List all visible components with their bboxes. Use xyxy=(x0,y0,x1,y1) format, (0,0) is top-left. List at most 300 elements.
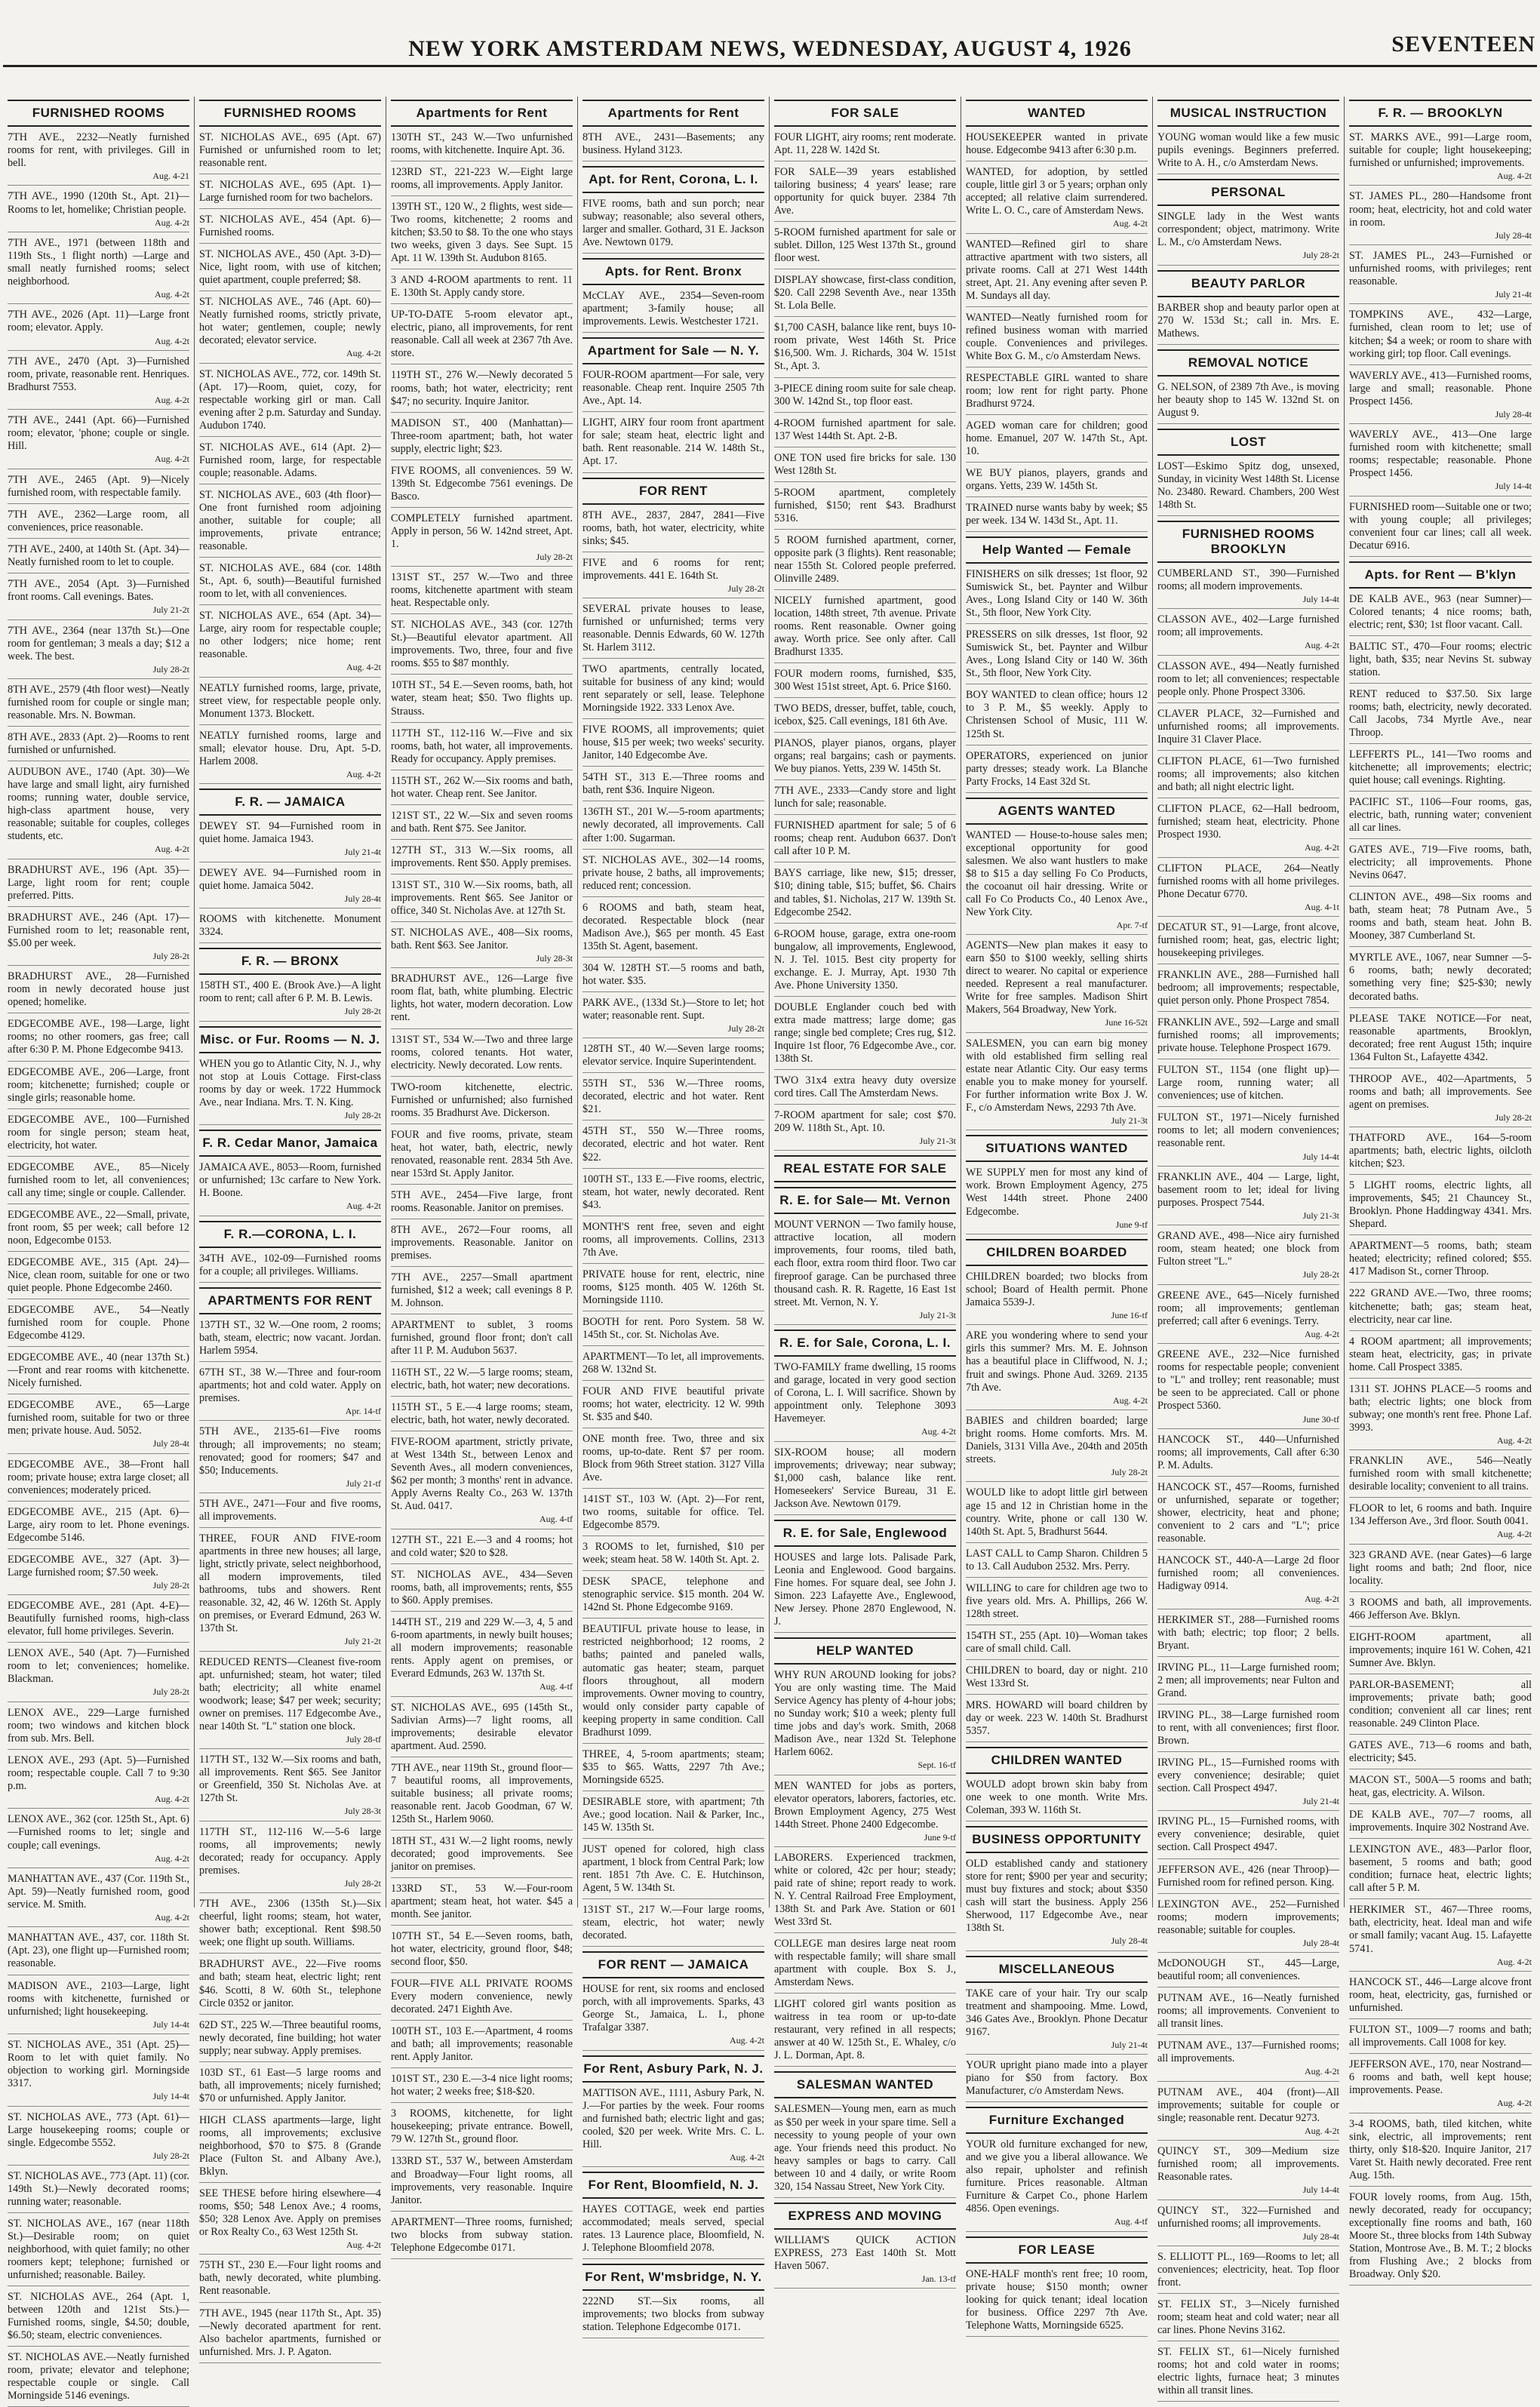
ad-text: CLIFTON PLACE, 61—Two furnished rooms; all improvements; also kitchen and bath; all night electric light. xyxy=(1157,755,1339,794)
ad-text: 5TH AVE., 2135-61—Five rooms through; all improvements; no steam; renovated; good for roomers; $47 and $50; Inducements. xyxy=(199,1425,381,1477)
section-heading: REMOVAL NOTICE xyxy=(1157,349,1339,377)
section-heading: FOR SALE xyxy=(774,100,956,127)
section-heading: R. E. for Sale— Mt. Vernon xyxy=(774,1187,956,1214)
ad-text: 75TH ST., 230 E.—Four light rooms and bath, newly decorated, white plumbing. Rent reasonable. xyxy=(199,2259,381,2298)
classified-ad xyxy=(391,571,573,614)
ad-text: HANCOCK ST., 457—Rooms, furnished or unfurnished, separate or together; shower, electricity, heat and phone; convenient to 2 cars and "L"; price reasonable. xyxy=(1157,1481,1339,1545)
classified-ad xyxy=(966,1665,1148,1695)
ad-text: DEWEY AVE. 94—Furnished room in quiet home. Jamaica 5042. xyxy=(199,866,381,892)
classified-ad xyxy=(8,2218,189,2286)
classified-ad xyxy=(774,1219,956,1325)
classified-ad xyxy=(966,1486,1148,1542)
ad-text: SINGLE lady in the West wants correspondent; object, matrimony. Write L. M., c/o Amsterdam News. xyxy=(1157,211,1339,249)
classified-ad xyxy=(582,1796,764,1839)
ad-run-date: Aug. 4-2t xyxy=(155,217,189,228)
classified-ad xyxy=(582,417,764,472)
ad-text: ONE-HALF month's rent free; 10 room, private house; $150 month; owner looking for quick tenant; ideal location for business. Office 2297 7th Ave. Telephone Watts, Morningside 6525. xyxy=(966,2267,1148,2332)
classified-ad xyxy=(199,1366,381,1421)
ad-run-date: Aug. 4-2t xyxy=(1113,218,1148,229)
ad-text: CUMBERLAND ST., 390—Furnished rooms; all modern improvements. xyxy=(1157,567,1339,592)
ad-text: FOUR modern rooms, furnished, $35, 300 West 151st street, Apt. 6. Price $160. xyxy=(774,668,956,693)
ad-text: FIVE ROOMS, all improvements; quiet house, $15 per week; two weeks' security. Janitor, 140 Edgecombe Ave. xyxy=(582,724,764,762)
ad-text: 141ST ST., 103 W. (Apt. 2)—For rent, two rooms, suitable for office. Tel. Edgecombe 8579. xyxy=(582,1493,764,1532)
classified-ad xyxy=(1157,1662,1339,1705)
ad-text: CLIFTON PLACE, 264—Neatly furnished rooms with all home privileges. Phone Decatur 6770. xyxy=(1157,862,1339,900)
ad-text: 115TH ST., 262 W.—Six rooms and bath, hot water. Cheap rent. See Janitor. xyxy=(391,774,573,800)
classified-ad xyxy=(8,731,189,761)
ad-text: 5 ROOM furnished apartment, corner, opposite park (3 flights). Rent reasonable; near 155th St. Colored people preferred. Olinville 2489. xyxy=(774,533,956,585)
ad-text: BRADHURST AVE., 246 (Apt. 17)—Furnished room to let; reasonable rent, $5.00 per week. xyxy=(8,911,189,949)
section-heading: SALESMAN WANTED xyxy=(774,2071,956,2098)
classified-ad xyxy=(199,179,381,209)
ad-text: ST. MARKS AVE., 991—Large room, suitable for couple; light housekeeping; furnished or unfurnished; improvements. xyxy=(1349,131,1532,170)
classified-ad xyxy=(582,1316,764,1346)
ad-text: HOUSES and large lots. Palisade Park, Leonia and Englewood. Good bargains. Fine homes. For square deal, see John J. Simon. 223 Lafayette Ave., Englewood, New Jersey. Phone 2870 Englewood, N. J. xyxy=(774,1551,956,1628)
classified-ad xyxy=(582,1433,764,1489)
ad-run-date: July 21-tf xyxy=(346,1477,381,1489)
ad-run-date: Aug. 4-1t xyxy=(1305,901,1339,912)
ad-text: PUTNAM AVE., 16—Neatly furnished rooms; all improvements. Convenient to all transit lines. xyxy=(1157,1992,1339,2030)
classified-ad xyxy=(391,679,573,722)
ad-run-date: July 28-2t xyxy=(152,1579,189,1591)
classified-ad xyxy=(391,309,573,364)
ad-run-date: Aug. 4-2t xyxy=(1497,1529,1532,1540)
classified-ad xyxy=(199,1058,381,1126)
ad-text: FOUR and five rooms, private, steam heat, hot water, bath, electric, newly renovated, reasonable rent. 2834 5th Ave. near 153rd St. Apply Janitor. xyxy=(391,1128,573,1179)
classified-ad xyxy=(774,819,956,862)
section-heading: SITUATIONS WANTED xyxy=(966,1135,1148,1162)
ad-text: 6-ROOM house, garage, extra one-room bungalow, all improvements, Englewood, N. J. Tel. 1015. Best city property for exchange. E. J. Murray, Apt. 1930 7th Ave. Phone University 1350. xyxy=(774,927,956,991)
ad-text: 323 GRAND AVE. (near Gates)—6 large light rooms and bath; 2nd floor, nice locality. xyxy=(1349,1548,1532,1587)
classified-ad xyxy=(391,131,573,161)
classified-ad xyxy=(966,1038,1148,1131)
ad-text: 154TH ST., 255 (Apt. 10)—Woman takes care of small child. Call. xyxy=(966,1629,1148,1655)
classified-ad xyxy=(199,1498,381,1528)
ad-text: WAVERLY AVE., 413—Furnished rooms, large and small; reasonable. Phone Prospect 1456. xyxy=(1349,369,1532,407)
classified-ad xyxy=(966,2138,1148,2232)
ad-text: EDGECOMBE AVE., 40 (near 137th St.)—Front and rear rooms with kitchenette. Nicely furnished. xyxy=(8,1351,189,1390)
ad-text: ARE you wondering where to send your girls this summer? Mrs. M. E. Johnson has a beautiful place in Cliffwood, N. J.; fruit and swings. Phone Aud. 3269. 2135 7th Ave. xyxy=(966,1330,1148,1394)
classified-ad xyxy=(1349,1679,1532,1735)
ad-text: HOUSEKEEPER wanted in private house. Edgecombe 9413 after 6:30 p.m. xyxy=(966,131,1148,157)
ad-text: HERKIMER ST., 467—Three rooms, bath, electricity, heat. Ideal man and wife or small family; vacant Aug. 15. Lafayette 5741. xyxy=(1349,1904,1532,1955)
ad-text: THREE, FOUR AND FIVE-room apartments in three new houses; all large, light, strictly private, select neighborhood, all modern improvements, tiled bathrooms, tubs and showers. Rent reasonable. 32, 42, 46 W. 126th St. Apply on premises, or Everard Edmund, 263 W. 137th St. xyxy=(199,1532,381,1635)
ad-text: 7TH AVE., 2257—Small apartment furnished, $12 a week; call evenings 8 P. M. Johnson. xyxy=(391,1271,573,1310)
ad-run-date: July 28-4t xyxy=(344,893,381,904)
ad-run-date: July 21-4t xyxy=(1111,2039,1148,2050)
ad-text: QUINCY ST., 322—Furnished and unfurnished rooms; all improvements. xyxy=(1157,2204,1339,2230)
classified-ad xyxy=(1349,951,1532,1007)
ad-text: GATES AVE., 713—6 rooms and bath, electricity; $45. xyxy=(1349,1739,1532,1765)
classified-ad xyxy=(1349,1774,1532,1804)
classified-ad xyxy=(8,509,189,539)
ad-text: FOR SALE—39 years established tailoring business; 4 years' lease; rare opportunity for quick buyer. 2384 7th Ave. xyxy=(774,166,956,217)
classified-ad xyxy=(1157,969,1339,1012)
ad-text: FIVE rooms, bath and sun porch; near subway; reasonable; also several others, larger and smaller. Gothard, 31 E. Jackson Ave. Newtown 0179. xyxy=(582,198,764,249)
ad-run-date: July 28-2t xyxy=(536,551,573,562)
classified-ad xyxy=(582,1493,764,1536)
classified-ad xyxy=(391,417,573,460)
classified-ad xyxy=(1157,302,1339,345)
ad-text: CLINTON AVE., 498—Six rooms and bath, steam heat; 78 Putnam Ave., 5 rooms and bath, steam heat. John B. Mooney, 387 Cumberland St. xyxy=(1349,891,1532,942)
classified-ad xyxy=(8,2351,189,2407)
ad-text: 7TH AVE., 2465 (Apt. 9)—Nicely furnished room, with respectable family. xyxy=(8,473,189,499)
classified-ad xyxy=(582,290,764,333)
ad-text: LEXINGTON AVE., 483—Parlor floor, basement, 5 rooms and bath; good condition; furnace heat, electric lights; call after 5 P. M. xyxy=(1349,1843,1532,1895)
ad-run-date: July 28-2t xyxy=(1111,1467,1148,1478)
classified-ad xyxy=(199,820,381,862)
ad-text: RENT reduced to $37.50. Six large rooms; bath, electricity, newly decorated. Call Jacobs, 734 Myrtle Ave., near Throop. xyxy=(1349,687,1532,739)
ad-text: SIX-ROOM house; all modern improvements; driveway; near subway; $1,000 cash, balance like rent. Homeseekers' Service Bureau, 31 E. Jackson Ave. Newtown 0179. xyxy=(774,1446,956,1510)
ad-text: McDONOUGH ST., 445—Large, beautiful room; all conveniences. xyxy=(1157,1957,1339,1983)
ad-text: NEATLY furnished rooms, large and small; elevator house. Dru, Apt. 5-D. Harlem 2008. xyxy=(199,729,381,767)
ad-text: ST. NICHOLAS AVE., 772, cor. 149th St. (Apt. 17)—Room, quiet, cozy, for respectable working girl or man. Call evening after 2 p.m. Saturday and Sunday. Audubon 1740. xyxy=(199,367,381,432)
classified-ad xyxy=(8,131,189,186)
section-heading: R. E. for Sale, Englewood xyxy=(774,1520,956,1547)
ad-run-date: Aug. 4-2t xyxy=(155,395,189,405)
ad-run-date: July 28-4t xyxy=(152,1438,189,1449)
ad-text: 7TH AVE., 1971 (between 118th and 119th Sts., 1 flight north) —Large and small neatly furnished rooms; select neighborhood. xyxy=(8,236,189,288)
ad-text: ST. NICHOLAS AVE., 773 (Apt. 61)—Large housekeeping rooms; couple or single. Edgecombe 5552. xyxy=(8,2110,189,2149)
classified-ad xyxy=(774,1669,956,1775)
classified-ad xyxy=(8,2170,189,2213)
ad-run-date: Aug. 4-2t xyxy=(346,769,381,780)
ad-text: UP-TO-DATE 5-room elevator apt., electric, piano, all improvements, for rent reasonable. Call all week at 2367 7th Ave. store. xyxy=(391,309,573,360)
classified-ad xyxy=(966,1778,1148,1821)
classified-ad xyxy=(966,829,1148,936)
ad-text: FRANKLIN AVE., 404 — Large, light, basement room to let; ideal for living purposes. Prospect 7544. xyxy=(1157,1170,1339,1209)
ad-text: 139TH ST., 120 W., 2 flights, west side—Two rooms, kitchenette; 2 rooms and kitchen; $3.50 to $8. To the one who stays two weeks, given 3 days. See Supt. 15 Apt. 11 W. 139th St. Audubon 8165. xyxy=(391,201,573,265)
ad-text: 5TH AVE., 2454—Five large, front rooms. Reasonable. Janitor on premises. xyxy=(391,1188,573,1214)
classified-ad xyxy=(774,1780,956,1848)
ad-text: FURNISHED room—Suitable one or two; with young couple; all privileges; convenient four car lines; call all week. Decatur 6916. xyxy=(1349,500,1532,552)
classified-ad xyxy=(582,724,764,767)
classified-ad xyxy=(1157,755,1339,798)
classified-ad xyxy=(1157,211,1339,265)
classified-ad xyxy=(774,867,956,923)
ad-text: 55TH ST., 536 W.—Three rooms, decorated, electric and hot water. Rent $21. xyxy=(582,1077,764,1116)
ad-run-date: July 28-3t xyxy=(344,1806,381,1817)
classified-ad xyxy=(774,1074,956,1105)
ad-text: 133RD ST., 53 W.—Four-room apartment; steam heat, hot water. $45 a month. See janitor. xyxy=(391,1882,573,1920)
classified-ad xyxy=(199,867,381,908)
ad-run-date: June 9-tf xyxy=(924,1831,956,1843)
ad-text: BABIES and children boarded; large bright rooms. Home comforts. Mrs. M. Daniels, 3131 Villa Ave., 204th and 205th streets. xyxy=(966,1414,1148,1466)
section-heading: FURNISHED ROOMS xyxy=(8,100,189,127)
ad-text: PUTNAM AVE., 137—Furnished rooms; all improvements. xyxy=(1157,2040,1339,2065)
ad-text: MADISON AVE., 2103—Large, light rooms with kitchenette, furnished or unfurnished; light housekeeping. xyxy=(8,1979,189,2018)
ad-text: DE KALB AVE., 707—7 rooms, all improvements. Inquire 302 Nostrand Ave. xyxy=(1349,1809,1532,1834)
classified-ad xyxy=(582,2295,764,2338)
ad-run-date: Aug. 4-2t xyxy=(1497,1434,1532,1446)
ad-text: HANCOCK ST., 440-A—Large 2d floor furnished room; all conveniences. Hadigway 0914. xyxy=(1157,1554,1339,1593)
ad-text: BRADHURST AVE., 22—Five rooms and bath; steam heat, electric light; rent $46. Scotti, 8 W. 60th St., telephone Circle 0352 or janitor. xyxy=(199,1958,381,2009)
classified-ad xyxy=(1157,1614,1339,1657)
ad-text: AGENTS—New plan makes it easy to earn $50 to $100 weekly, selling shirts direct to wearer. No capital or experience needed. Represent a real manufacturer. Write for free samples. Madison Shirt Makers, 564 Broadway, New York. xyxy=(966,939,1148,1016)
ad-text: THATFORD AVE., 164—5-room apartments; bath, electric lights, oilcloth kitchen; $23. xyxy=(1349,1132,1532,1170)
ad-text: ST. NICHOLAS AVE., 695 (Apt. 67) Furnished or unfurnished room to let; reasonable rent. xyxy=(199,131,381,170)
ad-text: DOUBLE Englander couch bed with extra made mattress; large dome; gas range; single bed complete; Cres rug, $12. Inquire 1st floor, 76 Edgecombe Ave., cor. 138th St. xyxy=(774,1001,956,1065)
classified-column xyxy=(1153,97,1345,2397)
classified-ad xyxy=(8,2291,189,2347)
ad-text: ONE TON used fire bricks for sale. 130 West 128th St. xyxy=(774,451,956,477)
classified-ad xyxy=(1349,1809,1532,1839)
ad-text: EDGECOMBE AVE., 215 (Apt. 6)—Large, airy room to let. Phone evenings. Edgecombe 5146. xyxy=(8,1505,189,1544)
ad-text: BRADHURST AVE., 126—Large five room flat, bath, white plumbing. Electric lights, hot water, modern decoration. Low rent. xyxy=(391,973,573,1024)
ad-text: GATES AVE., 719—Five rooms, bath, electricity; all improvements. Phone Nevins 0647. xyxy=(1349,844,1532,882)
ad-text: 222ND ST.—Six rooms, all improvements; two blocks from subway station. Telephone Edgecombe 0171. xyxy=(582,2295,764,2334)
classified-ad xyxy=(1157,1898,1339,1953)
section-heading: AGENTS WANTED xyxy=(966,798,1148,825)
classified-ad xyxy=(199,730,381,784)
classified-ad xyxy=(1349,1502,1532,1544)
ad-text: HAYES COTTAGE, week end parties accommodated; meals served, special rates. 13 Laurence place, Bloomfield, N. J. Telephone Bloomfield 2078. xyxy=(582,2203,764,2255)
classified-ad xyxy=(966,629,1148,684)
classified-ad xyxy=(1157,1230,1339,1284)
classified-ad xyxy=(199,1319,381,1362)
ad-text: QUINCY ST., 309—Medium size furnished room; all improvements. Reasonable rates. xyxy=(1157,2145,1339,2184)
ad-text: EDGECOMBE AVE., 327 (Apt. 3)—Large furnished room; $7.50 week. xyxy=(8,1553,189,1579)
ad-run-date: Aug. 4-tf xyxy=(539,1681,573,1692)
ad-text: WAVERLY AVE., 413—One large furnished room with kitchenette; small rooms; respectable; reasonable. Phone Prospect 1456. xyxy=(1349,429,1532,480)
ad-text: 7TH AVE., 2362—Large room, all conveniences, price reasonable. xyxy=(8,508,189,533)
classified-ad xyxy=(1349,796,1532,839)
section-heading: Apts. for Rent — B'klyn xyxy=(1349,561,1532,589)
ad-run-date: July 21-3t xyxy=(919,1309,956,1320)
ad-text: MOUNT VERNON — Two family house, attractive location, all modern improvements, four rooms, tiled bath, each floor, extra room third floor. Two car fireproof garage. Can be purchased three thousand cash. R. R. Ragette, 16 East 1st street. Mt. Vernon, N. Y. xyxy=(774,1219,956,1308)
classified-ad xyxy=(391,1534,573,1564)
classified-ad xyxy=(8,1114,189,1157)
classified-ad xyxy=(8,1304,189,1347)
classified-ad xyxy=(1157,1864,1339,1894)
ad-text: LEFFERTS PL., 141—Two rooms and kitchenette; all improvements; electric; quiet house; call evenings. Righting. xyxy=(1349,749,1532,787)
ad-text: 131ST ST., 217 W.—Four large rooms, steam, electric, hot water; newly decorated. xyxy=(582,1904,764,1942)
classified-ad xyxy=(582,1077,764,1120)
ad-run-date: July 28-4t xyxy=(1495,408,1532,420)
section-heading: For Rent, Bloomfield, N. J. xyxy=(582,2172,764,2199)
ad-text: JUST opened for colored, high class apartment, 1 block from Central Park; low rent. 1851 7th Ave. C. E. Hutchinson, Agent, 5 W. 134th St. xyxy=(582,1843,764,1894)
ad-text: FRANKLIN AVE., 288—Furnished hall bedroom; all improvements; respectable, quiet person only. Phone Prospect 7854. xyxy=(1157,969,1339,1007)
classified-ad xyxy=(8,1161,189,1204)
ad-run-date: Aug. 4-2t xyxy=(155,289,189,300)
section-heading: MISCELLANEOUS xyxy=(966,1956,1148,1983)
ad-text: ST. NICHOLAS AVE., 654 (Apt. 34)—Large, airy room for respectable couple; no other lodgers; nice home; rent reasonable. xyxy=(199,610,381,661)
classified-ad xyxy=(8,414,189,469)
classified-ad xyxy=(1349,1549,1532,1592)
ad-run-date: Jan. 13-tf xyxy=(921,2273,956,2284)
ad-run-date: July 28-2t xyxy=(152,663,189,675)
section-heading: F. R.—CORONA, L. I. xyxy=(199,1221,381,1248)
ad-text: 3 ROOMS and bath, all improvements. 466 Jefferson Ave. Bklyn. xyxy=(1349,1596,1532,1622)
classified-ad xyxy=(391,927,573,968)
ad-text: 7TH AVE., 2400, at 140th St. (Apt. 34)—Neatly furnished room to let to couple. xyxy=(8,543,189,569)
ad-text: IRVING PL., 11—Large furnished room; 2 men; all improvements; near Fulton and Grand. xyxy=(1157,1661,1339,1699)
classified-ad xyxy=(1157,1290,1339,1344)
ad-text: 116TH ST., 22 W.—5 large rooms; steam, electric, bath, hot water; new decorations. xyxy=(391,1366,573,1392)
ad-text: 117TH ST., 112-116 W.—Five and six rooms, bath, hot water, all improvements. Ready for occupancy. Apply premises. xyxy=(391,727,573,765)
ad-text: REDUCED RENTS—Cleanest five-room apt. unfurnished; steam, hot water; tiled bath; electricity; all white enamel woodwork; lease; $47 per week; security; owner on premises. 117 Edgecombe Ave., near 140th St. "L" station one block. xyxy=(199,1655,381,1732)
classified-ad xyxy=(1157,862,1339,917)
classified-ad xyxy=(582,603,764,659)
classified-ad xyxy=(391,775,573,805)
ad-run-date: Aug. 4-2t xyxy=(346,1200,381,1212)
ad-run-date: Aug. 4-2t xyxy=(1305,842,1339,853)
classified-ad xyxy=(199,2187,381,2255)
classified-ad xyxy=(582,1983,764,2051)
ad-text: ST. NICHOLAS AVE.—Neatly furnished room, private; elevator and telephone; respectable couple or single. Call Morningside 5146 evenings. xyxy=(8,2351,189,2402)
ad-text: 100TH ST., 133 E.—Five rooms, electric, steam, hot water, newly decorated. Rent $43. xyxy=(582,1173,764,1211)
ad-text: 10TH ST., 54 E.—Seven rooms, bath, hot water, steam heat; $50. Two flights up. Strauss. xyxy=(391,679,573,718)
section-heading: CHILDREN BOARDED xyxy=(966,1239,1148,1266)
ad-text: 3-4 ROOMS, bath, tiled kitchen, white sink, electric, all improvements; rent thirty, only $18-$20. Inquire Janitor, 217 Varet St. Haith newly decorated. Free rent Aug. 15th. xyxy=(1349,2117,1532,2181)
ad-run-date: July 28-2t xyxy=(1495,1111,1532,1123)
classified-ad xyxy=(8,766,189,859)
section-heading: HELP WANTED xyxy=(774,1637,956,1665)
ad-run-date: July 28-4t xyxy=(1495,229,1532,241)
ad-text: S. ELLIOTT PL., 169—Rooms to let; all conveniences; electricity, heat. Top floor front. xyxy=(1157,2251,1339,2289)
ad-text: ST. NICHOLAS AVE., 408—Six rooms, bath. Rent $63. See Janitor. xyxy=(391,926,573,951)
ad-run-date: Aug. 4-2t xyxy=(730,2151,764,2163)
classified-ad xyxy=(1349,1240,1532,1283)
ad-run-date: July 28-2t xyxy=(344,1877,381,1889)
classified-ad xyxy=(1349,1013,1532,1068)
classified-ad xyxy=(1349,844,1532,887)
classified-ad xyxy=(774,383,956,413)
ad-run-date: July 14-4t xyxy=(1495,481,1532,492)
classified-ad xyxy=(774,274,956,317)
ad-text: FOUR LIGHT, airy rooms; rent moderate. Apt. 11, 228 W. 142d St. xyxy=(774,131,956,157)
classified-ad xyxy=(1157,2346,1339,2402)
ad-text: DESIRABLE store, with apartment; 7th Ave.; good location. Nail & Parker, Inc., 145 W. 135th St. xyxy=(582,1795,764,1834)
ad-run-date: July 21-3t xyxy=(1302,1210,1339,1221)
ad-text: ST. NICHOLAS AVE., 351 (Apt. 25)—Room to let with quiet family. No objection to working girl. Morningside 3317. xyxy=(8,2038,189,2090)
ad-text: PRESSERS on silk dresses, 1st floor, 92 Sumiswick St., bet. Paynter and Wilbur Aves., Long Island City or 140 W. 36th St., 5th floor, New York City. xyxy=(966,629,1148,680)
classified-ad xyxy=(1349,1287,1532,1330)
classified-ad xyxy=(391,1034,573,1077)
ad-text: McCLAY AVE., 2354—Seven-room apartment; 3-family house; all improvements. Lewis. Westchester 1721. xyxy=(582,290,764,328)
classified-ad xyxy=(1349,688,1532,744)
ad-run-date: Aug. 4-2t xyxy=(1497,1956,1532,1967)
ad-text: ONE month free. Two, three and six rooms, up-to-date. Rent $7 per room. Block from 96th Street station. 3127 Villa Ave. xyxy=(582,1433,764,1484)
ad-text: 8TH AVE., 2833 (Apt. 2)—Rooms to rent furnished or unfurnished. xyxy=(8,731,189,757)
section-heading: MUSICAL INSTRUCTION xyxy=(1157,100,1339,127)
ad-text: EDGECOMBE AVE., 65—Large furnished room, suitable for two or three men; private house. Aud. 5052. xyxy=(8,1399,189,1437)
classified-ad xyxy=(966,312,1148,367)
ad-text: FURNISHED apartment for sale; 5 of 6 rooms; cheap rent. Audubon 6637. Don't call after 10 P. M. xyxy=(774,819,956,858)
ad-text: 1311 ST. JOHNS PLACE—5 rooms and bath; electric lights; one block from subway; one month's rent free. Phone Laf. 3993. xyxy=(1349,1382,1532,1434)
classified-ad xyxy=(1157,460,1339,516)
ad-text: SALESMEN—Young men, earn as much as $50 per week in your spare time. Sell a necessity to young people of your own age. Your friends need this product. No heavy samples or bags to carry. Call between 10 and 4 daily, or write Room 320, 154 Nassau Street, New York City. xyxy=(774,2103,956,2193)
ad-text: FRANKLIN AVE., 592—Large and small furnished rooms; all improvements; private house. Telephone Prospect 1679. xyxy=(1157,1016,1339,1055)
classified-ad xyxy=(199,2019,381,2062)
classified-ad xyxy=(8,1932,189,1975)
ad-text: CLASSON AVE., 494—Neatly furnished room to let; all conveniences; respectable people only. Phone Prospect 3306. xyxy=(1157,659,1339,698)
ad-text: GREENE AVE., 232—Nice furnished rooms for respectable people; convenient to "L" and trolley; rent reasonable; must be seen to be appreciated. Call or phone Prospect 5360. xyxy=(1157,1348,1339,1413)
ad-text: WANTED — House-to-house sales men; exceptional opportunity for good salesmen. We also want hustlers to make $8 to $15 a day selling Fo Co Products, the cocoanut oil hair dressing. Write or call Fo Co Products Co., 40 Lenox Ave., New York City. xyxy=(966,828,1148,918)
ad-text: 7TH AVE., 2232—Neatly furnished rooms for rent, with privileges. Gill in bell. xyxy=(8,131,189,170)
classified-ad xyxy=(199,1425,381,1493)
ad-text: WANTED, for adoption, by settled couple, little girl 3 or 5 years; orphan only accepted; all relative claim surrendered. Write L. O. C., care of Amsterdam News. xyxy=(966,166,1148,217)
section-heading: For Rent, W'msbridge, N. Y. xyxy=(582,2264,764,2291)
classified-ad xyxy=(966,238,1148,307)
section-heading: For Rent, Asbury Park, N. J. xyxy=(582,2055,764,2083)
classified-ad xyxy=(774,2103,956,2197)
classified-ad xyxy=(774,928,956,997)
ad-text: PARLOR-BASEMENT; all improvements; private bath; good condition; convenient all car lines; rent reasonable. 249 Clinton Place. xyxy=(1349,1678,1532,1730)
ad-text: MATTISON AVE., 1111, Asbury Park, N. J.—For parties by the week. Four rooms and furnished bath; electric light and gas; cooled, $20 per week. Write Mrs. C. L. Hill. xyxy=(582,2086,764,2150)
ad-text: EDGECOMBE AVE., 22—Small, private, front room, $5 per week; call before 12 noon, Edgecombe 0153. xyxy=(8,1208,189,1247)
ad-run-date: Aug. 4-2t xyxy=(346,662,381,673)
ad-text: 34TH AVE., 102-09—Furnished rooms for a couple; all privileges. Williams. xyxy=(199,1252,381,1277)
ad-text: 158TH ST., 400 E. (Brook Ave.)—A light room to rent; call after 6 P. M. B. Lewis. xyxy=(199,979,381,1005)
classified-ad xyxy=(391,1224,573,1267)
classified-column xyxy=(1345,97,1536,2280)
classified-ad xyxy=(199,368,381,437)
classified-ad xyxy=(8,309,189,350)
classified-ad xyxy=(8,1647,189,1702)
classified-ad xyxy=(774,166,956,222)
ad-run-date: July 28-3t xyxy=(536,952,573,964)
ad-text: WILLING to care for children age two to five years old. Mrs. A. Phillips, 266 W. 128th street. xyxy=(966,1582,1148,1620)
ad-text: 8TH AVE., 2579 (4th floor west)—Neatly furnished room for couple or single man; reasonable. Mrs. N. Bowman. xyxy=(8,684,189,722)
classified-ad xyxy=(966,467,1148,497)
ad-text: YOUR upright piano made into a player piano for $50 from factory. Box Manufacturer, c/o Amsterdam News. xyxy=(966,2059,1148,2098)
classified-ad xyxy=(8,864,189,907)
ad-text: JEFFERSON AVE., 170, near Nostrand—6 rooms and bath, well kept house; improvements. Pease. xyxy=(1349,2058,1532,2097)
classified-ad xyxy=(774,417,956,447)
classified-ad xyxy=(966,1548,1148,1578)
ad-text: JAMAICA AVE., 8053—Room, furnished or unfurnished; 13c carfare to New York. H. Boone. xyxy=(199,1161,381,1200)
classified-ad xyxy=(582,1268,764,1311)
classified-ad xyxy=(391,166,573,196)
ad-text: 137TH ST., 32 W.—One room, 2 rooms; bath, steam, electric; now vacant. Jordan. Harlem 5954. xyxy=(199,1318,381,1357)
ad-run-date: Aug. 4-2t xyxy=(1305,2066,1339,2077)
ad-text: 3-PIECE dining room suite for sale cheap. 300 W. 142nd St., top floor east. xyxy=(774,382,956,407)
classified-ad xyxy=(199,1253,381,1283)
ad-text: ST. NICHOLAS AVE., 434—Seven rooms, bath, all improvements; rents, $55 to $60. Apply premises. xyxy=(391,1568,573,1606)
ad-run-date: July 21-2t xyxy=(152,604,189,616)
ad-text: SEVERAL private houses to lease, furnished or unfurnished; terms very reasonable. Dennis Edwards, 60 W. 127th St. Harlem 3112. xyxy=(582,603,764,654)
classified-ad xyxy=(966,502,1148,532)
classified-ad xyxy=(391,1762,573,1831)
ad-run-date: Aug. 4-2t xyxy=(730,2035,764,2046)
section-heading: F. R. — BRONX xyxy=(199,948,381,975)
classified-column xyxy=(195,97,386,2358)
ad-text: 8TH AVE., 2431—Basements; any business. Hyland 3123. xyxy=(582,131,764,157)
classified-ad xyxy=(966,1987,1148,2055)
ad-text: BRADHURST AVE., 28—Furnished room in newly decorated house just opened; homelike. xyxy=(8,970,189,1009)
ad-text: COMPLETELY furnished apartment. Apply in person, 56 W. 142nd street, Apt. 1. xyxy=(391,512,573,550)
ad-text: G. NELSON, of 2389 7th Ave., is moving her beauty shop to 145 W. 132nd St. on August 9. xyxy=(1157,380,1339,419)
ad-run-date: July 28-2t xyxy=(152,1686,189,1698)
section-heading: FURNISHED ROOMS xyxy=(199,100,381,127)
section-heading: FOR RENT xyxy=(582,478,764,505)
ad-run-date: Aug. 4-2t xyxy=(346,2239,381,2251)
classified-ad xyxy=(774,668,956,698)
classified-ad xyxy=(774,1852,956,1933)
classified-ad xyxy=(8,1399,189,1453)
classified-ad xyxy=(1157,1992,1339,2035)
classified-ad xyxy=(774,595,956,663)
classified-ad xyxy=(582,902,764,958)
classified-ad xyxy=(8,1018,189,1061)
ad-text: AUDUBON AVE., 1740 (Apt. 30)—We have large and small light, airy furnished rooms; running water, double service, high-class apartment house, very reasonable; suitable for couples, colleges students, etc. xyxy=(8,766,189,843)
classified-ad xyxy=(391,1930,573,1973)
classified-ad xyxy=(391,2155,573,2211)
classified-column xyxy=(3,97,195,2402)
classified-ad xyxy=(1349,1179,1532,1235)
ad-text: 101ST ST., 230 E.—3-4 nice light rooms; hot water; 2 weeks free; $18-$20. xyxy=(391,2073,573,2098)
